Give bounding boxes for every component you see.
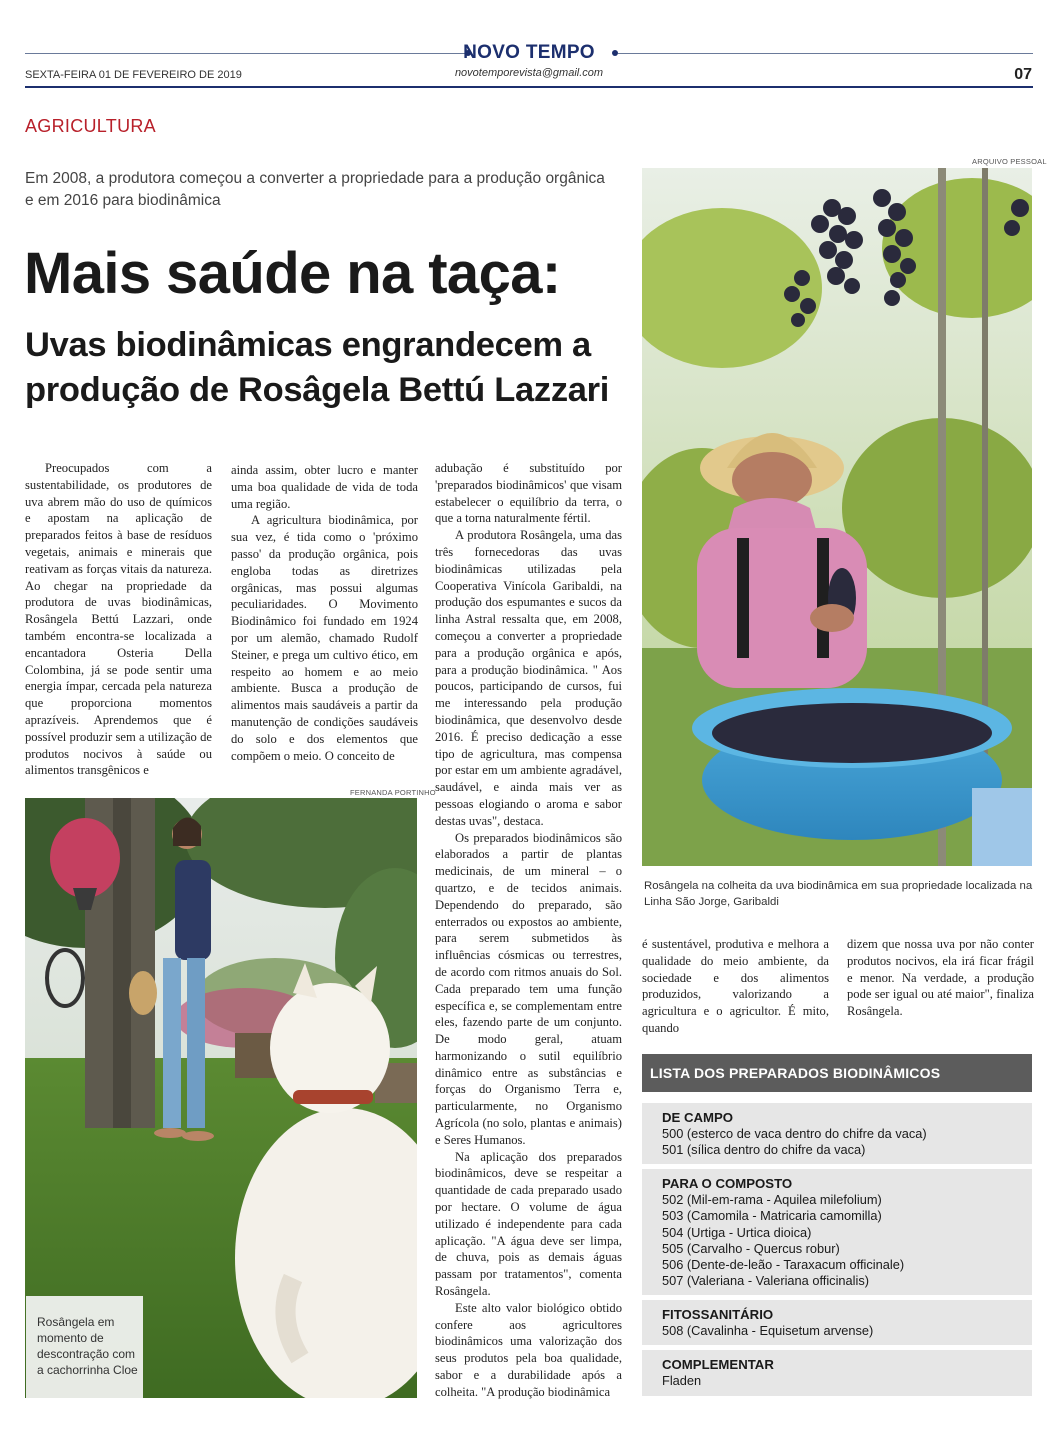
article-subheadline: Uvas biodinâmicas engrandecem a produção de Rosâgela Bettú Lazzari [25, 326, 610, 409]
page-number: 07 [1014, 66, 1032, 83]
prep-group-title: COMPLEMENTAR [662, 1357, 774, 1372]
article-column-5 [847, 936, 1034, 1020]
prep-item: 504 (Urtiga - Urtica dioica) [662, 1224, 812, 1240]
masthead-brand: NOVO TEMPO [463, 42, 595, 63]
photo-vineyard-scene [642, 168, 1032, 866]
masthead-email[interactable]: novotemporevista@gmail.com [454, 67, 604, 79]
paragraph: Na aplicação dos preparados biodinâmicos, deve se respeitar a quantidade de cada preparado usado por hectare. O volume de água utilizado é independente para cada aplicação. "A água deve ser limpa, de chuva, pois as demais águas passam por tratamentos", comenta Rosângela. [435, 1149, 622, 1299]
photo-credit-right: ARQUIVO PESSOAL [972, 157, 1047, 166]
photo-caption-right: Rosângela na colheita da uva biodinâmica em sua propriedade localizada na Linha São Jorge, Garibaldi [644, 880, 1033, 908]
article-column-2 [231, 462, 418, 764]
prep-item: 500 (esterco de vaca dentro do chifre da vaca) [662, 1126, 927, 1142]
prep-group-title: FITOSSANITÁRIO [662, 1307, 774, 1322]
masthead-line-right [618, 53, 1033, 54]
paragraph: dizem que nossa uva por não conter produtos nocivos, ela irá ficar frágil e menor. Na verdade, a produção pode ser igual ou até maior", finaliza Rosângela. [847, 937, 1034, 1019]
photo-rosangela-harvest [642, 168, 1032, 866]
paragraph: adubação é substituído por 'preparados biodinâmicos' que visam estabelecer o equilíbrio da terra, o que a torna naturalmente fértil. [435, 461, 622, 526]
prep-item: 502 (Mil-em-rama - Aquilea milefolium) [662, 1192, 882, 1208]
article-column-1 [25, 460, 212, 779]
prep-group-composto [642, 1169, 1032, 1295]
prep-group-fitossanitario [642, 1300, 1032, 1345]
paragraph: Os preparados biodinâmicos são elaborados a partir de plantas medicinais, de um mineral – o quartzo, e de tecidos animais. Dependendo do preparado, são enterrados ou expostos ao ambiente, para serem submetidos às influências cósmicas ou terrestres, de acordo com ritmos anuais do Sol. Cada preparado tem uma função específica e, se complementam entre eles, fazendo parte de um conjunto. De modo geral, atuam harmonizando o sutil equilíbrio dinâmico entre as substâncias e forças do Organismo Terra e, particularmente, no Organismo Agrícola (no solo, plantas e animais) e Seres Humanos. [435, 830, 622, 1147]
photo-caption-left: Rosângela em momento de descontração com a cachorrinha Cloe [26, 1296, 143, 1398]
prep-item: 505 (Carvalho - Quercus robur) [662, 1240, 840, 1256]
paragraph: é sustentável, produtiva e melhora a qualidade do meio ambiente, da sociedade e dos alimentos produzidos, valorizando a agricultura e o agricultor. É mito, quando [642, 937, 829, 1035]
section-label: AGRICULTURA [25, 116, 156, 136]
prep-group-title: DE CAMPO [662, 1110, 734, 1125]
paragraph: ainda assim, obter lucro e manter uma boa qualidade de vida de toda uma região. [231, 463, 418, 511]
masthead-date: SEXTA-FEIRA 01 DE FEVEREIRO DE 2019 [25, 69, 242, 81]
article-lead: Em 2008, a produtora começou a converter a propriedade para a produção orgânica e em 2016 para biodinâmica [25, 170, 605, 209]
photo-credit-left: FERNANDA PORTINHO [350, 788, 436, 797]
masthead-rule [25, 86, 1033, 88]
prep-item: 506 (Dente-de-leão - Taraxacum officinale) [662, 1257, 905, 1273]
prep-group-de-campo [642, 1103, 1032, 1164]
paragraph: A produtora Rosângela, uma das três fornecedoras das uvas biodinâmicas utilizadas pela Cooperativa Vinícola Garibaldi, na produção dos espumantes e sucos da linha Astral ressalta que, em 2008, começou a converter a propriedade para a produção orgânica e após, para a produção biodinâmica. " Aos poucos, participando de cursos, fui me interessando pela produção biodinâmica, que desenvolvo desde 2016. É preciso dedicação a esse tipo de agricultura, mas compensa por estar em um ambiente agradável, saudável, e ainda mais ver as pessoas elogiando o aroma e sabor destas uvas", destaca. [435, 528, 622, 828]
prep-group-complementar [642, 1350, 1032, 1396]
paragraph: Preocupados com a sustentabilidade, os produtores de uva abrem mão do uso de químicos e apostam na aplicação de preparados feitos à base de resíduos vegetais, animais e minerais que reativam as forças vitais da natureza. Ao chegar na propriedade da produtora de uvas biodinâmicas, Rosângela Bettú Lazzari, onde também encontra-se localizada a encantadora Osteria Della Colombina, já se pode sentir uma energia ímpar, cercada pela natureza que proporciona momentos aprazíveis. Aprendemos que é possível produzir sem a utilização de produtos nocivos à saúde ou alimentos transgênicos e [25, 461, 212, 778]
prep-item: 503 (Camomila - Matricaria camomilla) [662, 1208, 882, 1224]
article-column-3 [435, 460, 622, 1401]
article-headline: Mais saúde na taça: [24, 241, 561, 306]
prep-item: 508 (Cavalinha - Equisetum arvense) [662, 1323, 874, 1339]
prep-item: 507 (Valeriana - Valeriana officinalis) [662, 1273, 869, 1289]
prep-item: Fladen [662, 1373, 702, 1389]
paragraph: Este alto valor biológico obtido confere aos agricultores biodinâmicos uma valorização dos seus produtos pela boa qualidade, sabor e a durabilidade após a colheita. "A produção biodinâmica [435, 1300, 622, 1399]
paragraph: A agricultura biodinâmica, por sua vez, é tida como o 'próximo passo' da produção orgânica, pois engloba todas as diretrizes orgânicas, mas possui algumas peculiaridades. O Movimento Biodinâmico foi fundado em 1924 por um alemão, chamado Rudolf Steiner, e prega um cultivo ético, em respeito ao homem e ao meio ambiente. Busca a produção de alimentos mais saudáveis a partir da manutenção de condições saudáveis do solo e dos elementos que compõem o meio. O conceito de [231, 513, 418, 763]
prep-group-title: PARA O COMPOSTO [662, 1176, 793, 1191]
prep-item: 501 (sílica dentro do chifre da vaca) [662, 1142, 866, 1158]
article-column-4 [642, 936, 829, 1037]
preparations-box-title: LISTA DOS PREPARADOS BIODINÂMICOS [642, 1054, 1032, 1092]
